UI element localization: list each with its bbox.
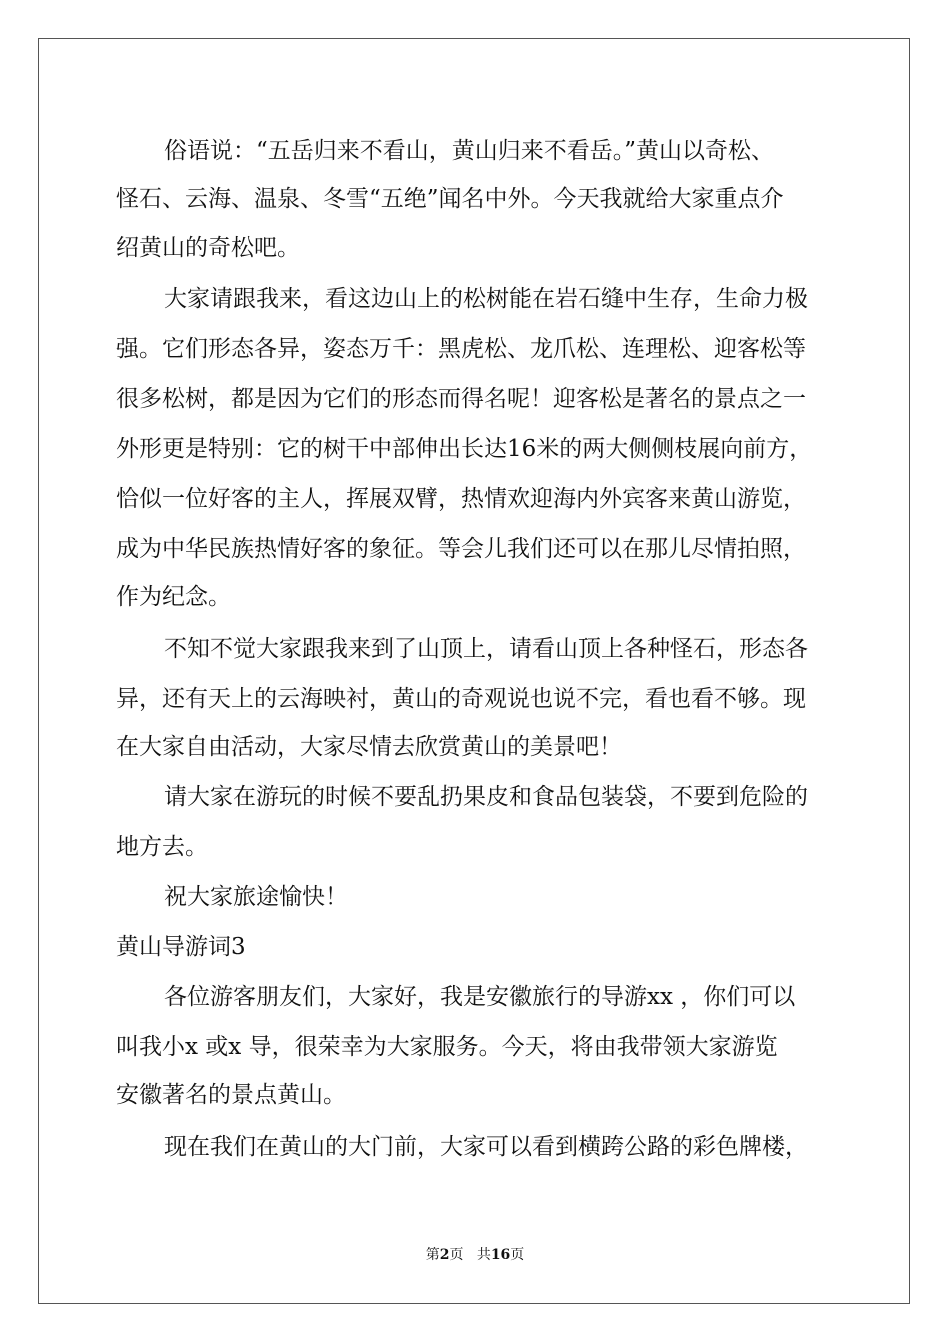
page-border — [38, 38, 910, 1304]
total-prefix: 共 — [476, 1247, 491, 1263]
text-line-11: 不知不觉大家跟我来到了山顶上，请看山顶上各种怪石，形态各 — [164, 636, 808, 662]
text-line-10: 作为纪念。 — [116, 584, 231, 610]
page-prefix: 第 — [425, 1247, 440, 1263]
text-line-3: 绍黄山的奇松吧。 — [116, 235, 300, 261]
text-line-1: 俗语说：“五岳归来不看山，黄山归来不看岳。”黄山以奇松、 — [164, 138, 775, 164]
text-line-16: 祝大家旅途愉快！ — [164, 884, 348, 910]
total-suffix: 页 — [510, 1247, 525, 1263]
text-line-2: 怪石、云海、温泉、冬雪“五绝”闻名中外。今天我就给大家重点介 — [116, 186, 784, 212]
text-line-7: 外形更是特别：它的树干中部伸出长达16米的两大侧侧枝展向前方， — [116, 436, 813, 462]
page-current: 2 — [439, 1247, 450, 1263]
text-line-4: 大家请跟我来，看这边山上的松树能在岩石缝中生存，生命力极 — [164, 286, 808, 312]
section-heading: 黄山导游词3 — [116, 934, 246, 960]
text-line-5: 强。它们形态各异，姿态万千：黑虎松、龙爪松、连理松、迎客松等 — [116, 336, 806, 362]
text-line-13: 在大家自由活动，大家尽情去欣赏黄山的美景吧！ — [116, 734, 622, 760]
text-line-12: 异，还有天上的云海映衬，黄山的奇观说也说不完，看也看不够。现 — [116, 686, 806, 712]
page-suffix: 页 — [449, 1247, 464, 1263]
text-line-9: 成为中华民族热情好客的象征。等会儿我们还可以在那儿尽情拍照， — [116, 536, 806, 562]
text-line-15: 地方去。 — [116, 834, 208, 860]
text-line-8: 恰似一位好客的主人，挥展双臂，热情欢迎海内外宾客来黄山游览， — [116, 486, 806, 512]
text-line-20: 安徽著名的景点黄山。 — [116, 1082, 346, 1108]
text-line-21: 现在我们在黄山的大门前，大家可以看到横跨公路的彩色牌楼， — [164, 1134, 808, 1160]
text-line-18: 各位游客朋友们，大家好，我是安徽旅行的导游xx ，你们可以 — [164, 984, 796, 1010]
text-line-6: 很多松树，都是因为它们的形态而得名呢！迎客松是著名的景点之一 — [116, 386, 806, 412]
page-footer — [0, 1246, 950, 1264]
page-total: 16 — [490, 1247, 511, 1263]
text-line-14: 请大家在游玩的时候不要乱扔果皮和食品包装袋，不要到危险的 — [164, 784, 808, 810]
text-line-19: 叫我小x 或x 导，很荣幸为大家服务。今天，将由我带领大家游览 — [116, 1034, 778, 1060]
